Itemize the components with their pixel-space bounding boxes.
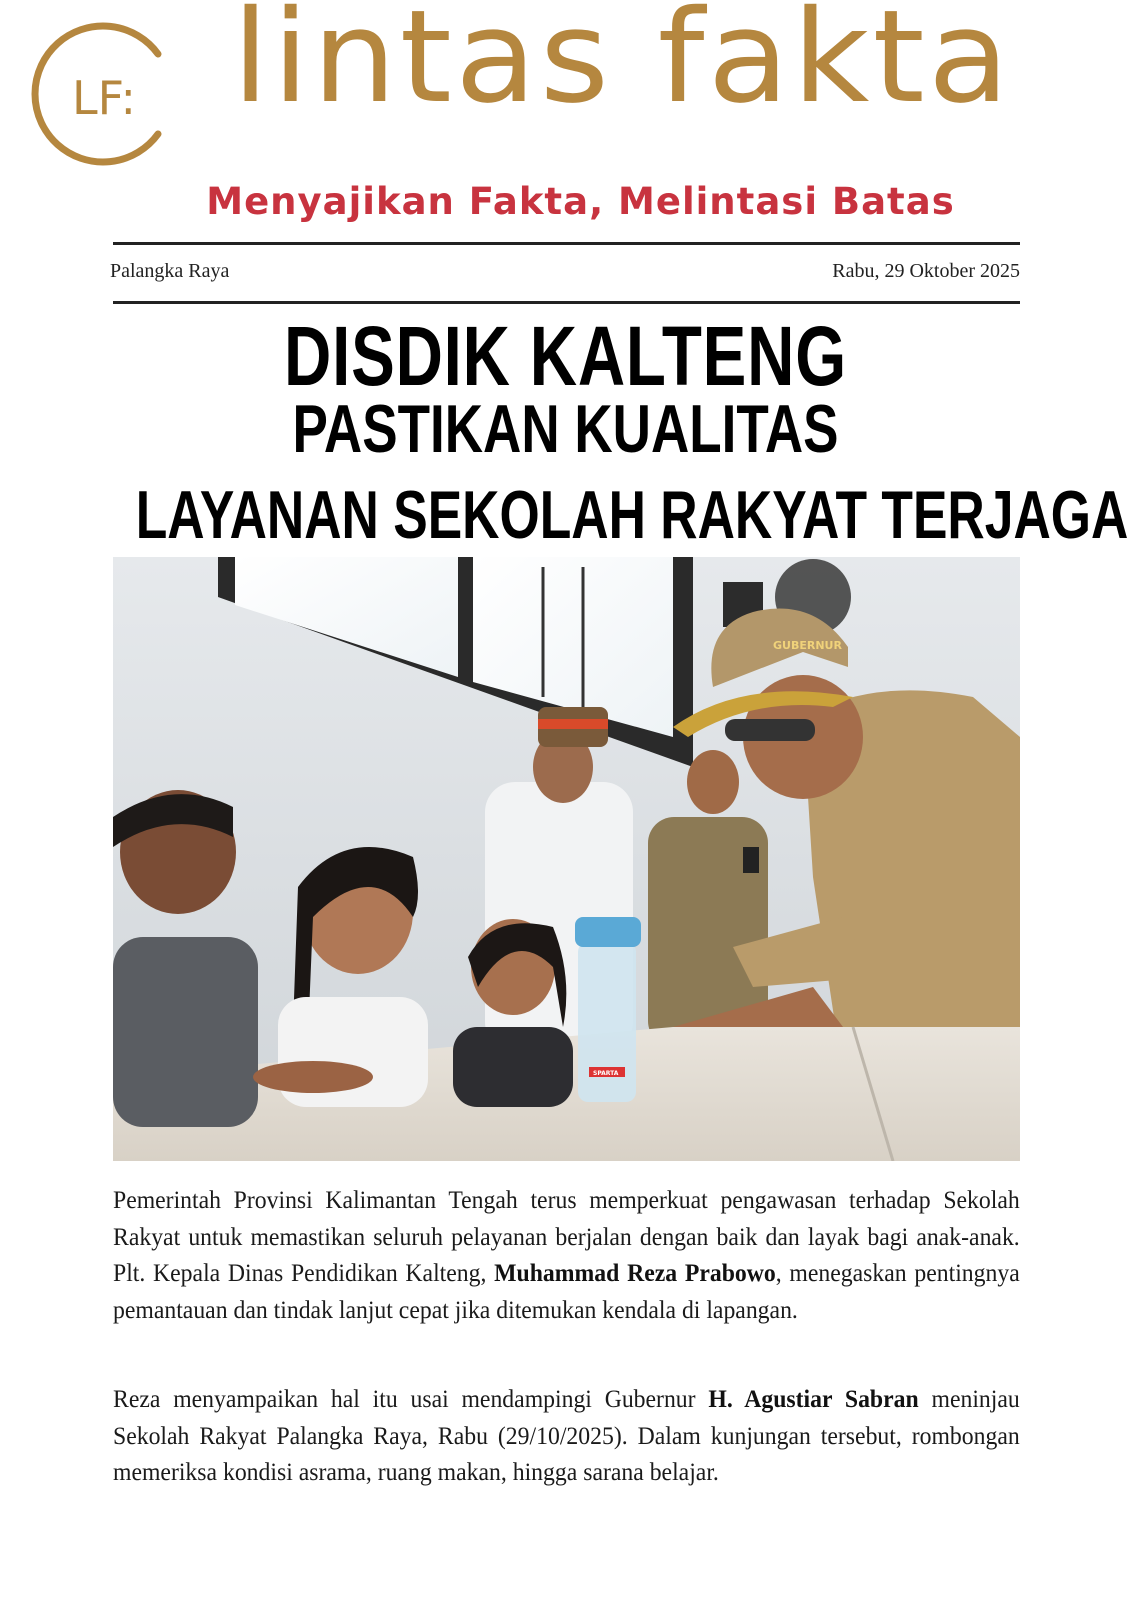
p2-text-before: Reza menyampaikan hal itu usai mendampingi Gubernur [113, 1384, 709, 1413]
p2-text-after: meninjau Sekolah Rakyat Palangka Raya, Rabu (29/10/2025). Dalam kunjungan tersebut, rombongan memeriksa kondisi asrama, ruang makan, hingga sarana belajar. [113, 1384, 1020, 1486]
headline-line-3: LAYANAN SEKOLAH RAKYAT TERJAGA [135, 477, 1129, 553]
article-paragraph-2 [113, 1381, 1020, 1491]
headline-line-1: DISDIK KALTENG [284, 309, 847, 403]
logo-text: LF: [72, 71, 137, 125]
top-divider [113, 242, 1020, 245]
tagline: Menyajikan Fakta, Melintasi Batas [206, 180, 955, 223]
p2-person-name: H. Agustiar Sabran [708, 1384, 919, 1413]
article-paragraph-1 [113, 1182, 1020, 1328]
dateline-date: Rabu, 29 Oktober 2025 [832, 260, 1020, 282]
p1-text-after: , menegaskan pentingnya pemantauan dan tindak lanjut cepat jika ditemukan kendala di lapangan. [113, 1258, 1020, 1324]
lf-logo-icon [30, 14, 190, 174]
cap-label: GUBERNUR [773, 639, 842, 652]
p1-person-name: Muhammad Reza Prabowo [494, 1258, 776, 1287]
brand-name: lintas fakta [232, 0, 1013, 132]
bottle-label: SPARTA [593, 1070, 619, 1077]
dateline-location: Palangka Raya [110, 260, 230, 282]
headline-line-2: PASTIKAN KUALITAS [292, 391, 839, 467]
classroom-scene-image [113, 557, 1020, 1161]
masthead [0, 0, 1131, 240]
bottom-divider [113, 301, 1020, 304]
p1-text-before: Pemerintah Provinsi Kalimantan Tengah terus memperkuat pengawasan terhadap Sekolah Rakyat untuk memastikan seluruh pelayanan berjalan dengan baik dan layak bagi anak-anak. Plt. Kepala Dinas Pendidikan Kalteng, [113, 1185, 1020, 1287]
news-photo [113, 557, 1020, 1161]
